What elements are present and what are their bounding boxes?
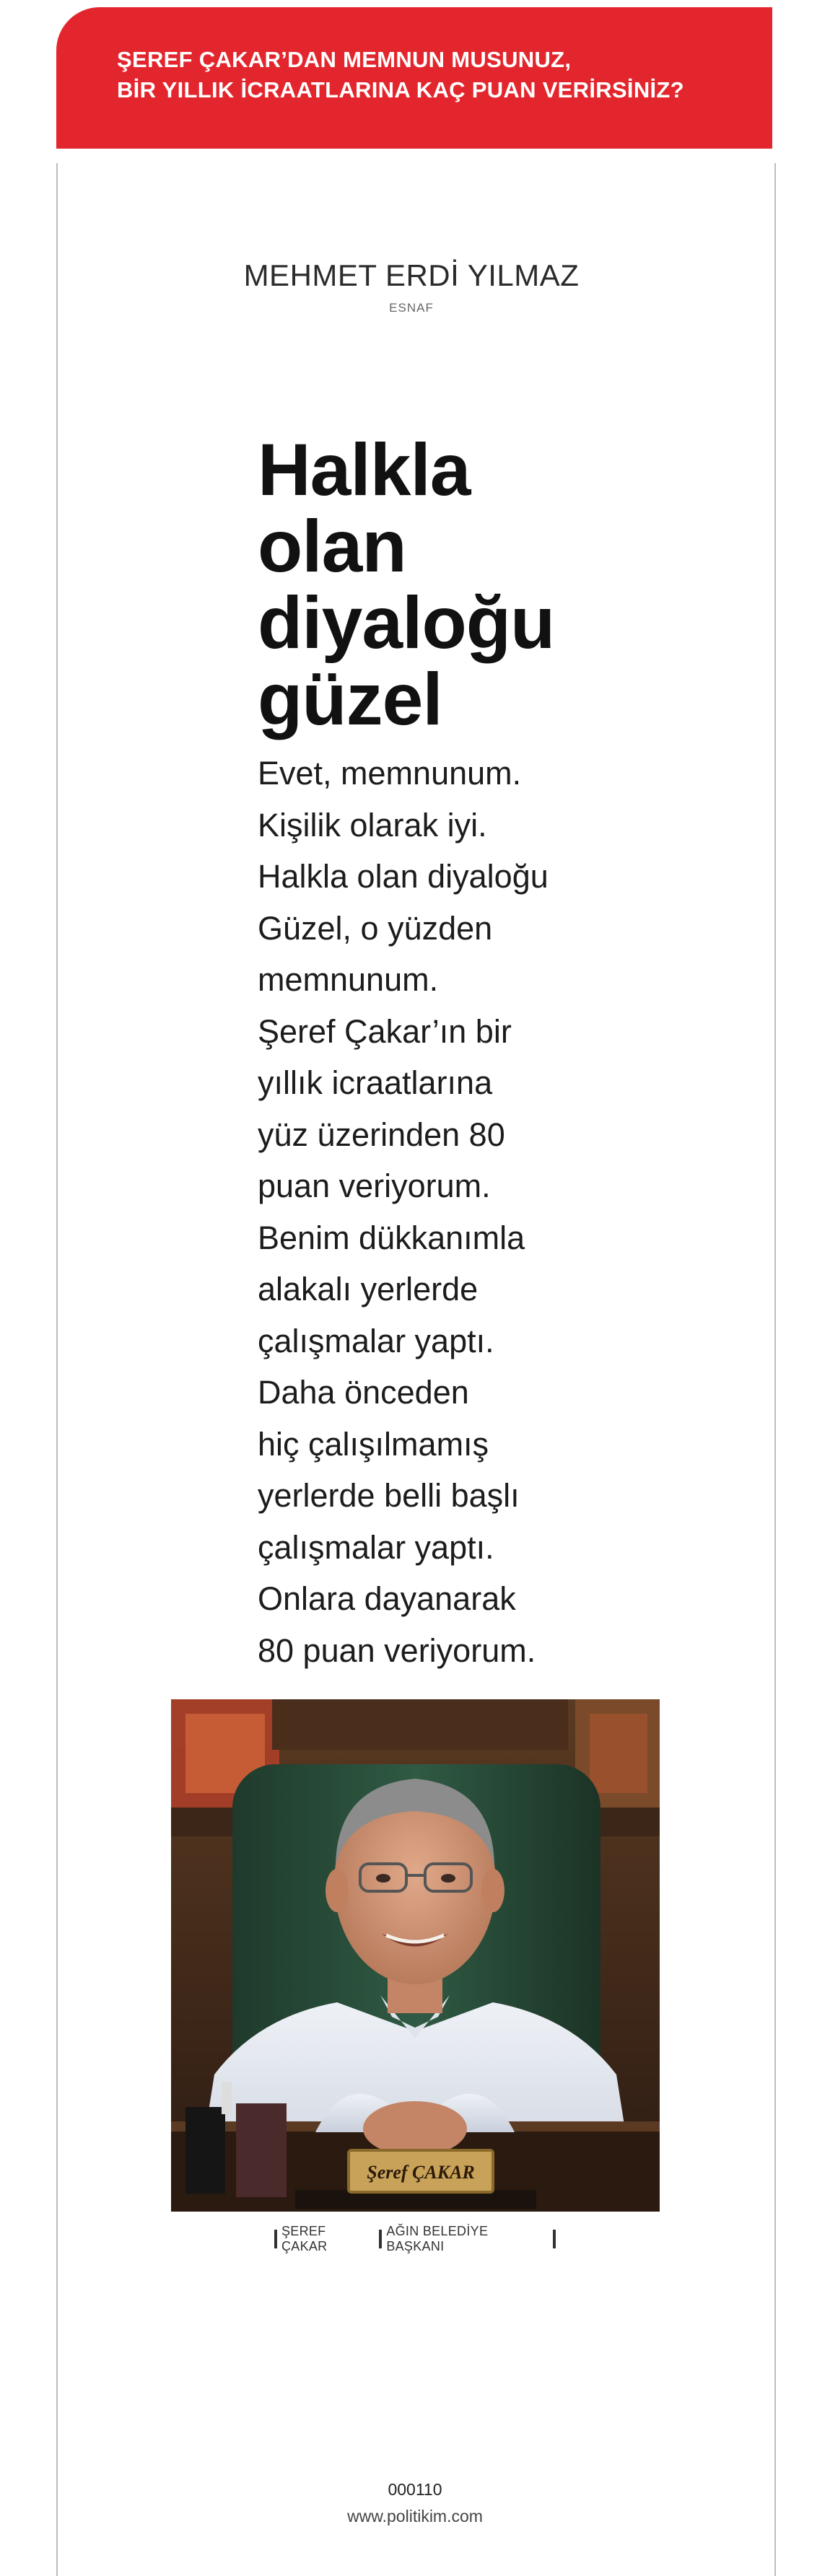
body-line: yerlerde belli başlı [258, 1477, 520, 1514]
headline-line: olan [258, 505, 406, 587]
website-link[interactable]: www.politikim.com [347, 2507, 483, 2525]
body-line: Halkla olan diyaloğu [258, 858, 549, 895]
interview-answer [258, 748, 575, 1676]
body-line: puan veriyorum. [258, 1167, 491, 1204]
body-line: Kişilik olarak iyi. [258, 806, 487, 844]
caption-name: ŞEREF ÇAKAR [281, 2224, 328, 2253]
body-line: Evet, memnunum. [258, 755, 522, 792]
frame-right-border [774, 163, 776, 2576]
body-line: yüz üzerinden 80 [258, 1116, 505, 1153]
author-name: MEHMET ERDİ YILMAZ [243, 258, 580, 292]
body-line: hiç çalışılmamış [258, 1425, 489, 1463]
body-line: Onlara dayanarak [258, 1580, 516, 1617]
body-line: çalışmalar yaptı. [258, 1322, 494, 1359]
body-line: Benim dükkanımla [258, 1219, 525, 1256]
portrait-illustration [171, 1699, 660, 2212]
caption-divider [274, 2230, 277, 2248]
body-line: memnunum. [258, 961, 439, 998]
nameplate-text: Şeref ÇAKAR [367, 2162, 475, 2183]
caption-divider [379, 2230, 382, 2248]
body-line: çalışmalar yaptı. [258, 1528, 494, 1566]
body-line: alakalı yerlerde [258, 1271, 479, 1307]
body-line: Şeref Çakar’ın bir [258, 1012, 512, 1050]
page-code: 000110 [388, 2480, 442, 2499]
mayor-portrait-photo [171, 1699, 660, 2212]
author-role: ESNAF [389, 301, 434, 315]
body-line: yıllık icraatlarına [258, 1064, 493, 1101]
photo-caption [274, 2224, 556, 2254]
body-line: Daha önceden [258, 1374, 469, 1411]
caption-title: AĞIN BELEDİYE BAŞKANI [386, 2224, 489, 2253]
headline-line: diyaloğu [258, 582, 555, 664]
headline-line: Halkla [258, 429, 471, 511]
question-banner [56, 7, 772, 149]
banner-line-1: ŞEREF ÇAKAR’DAN MEMNUN MUSUNUZ, [117, 47, 572, 72]
body-line: Güzel, o yüzden [258, 909, 493, 947]
headline-line: güzel [258, 658, 442, 740]
banner-line-2: BİR YILLIK İCRAATLARINA KAÇ PUAN VERİRSİNİZ? [117, 77, 684, 102]
body-line: 80 puan veriyorum. [258, 1631, 536, 1669]
caption-divider [553, 2230, 556, 2248]
headline [258, 429, 561, 740]
frame-left-border [56, 163, 58, 2576]
